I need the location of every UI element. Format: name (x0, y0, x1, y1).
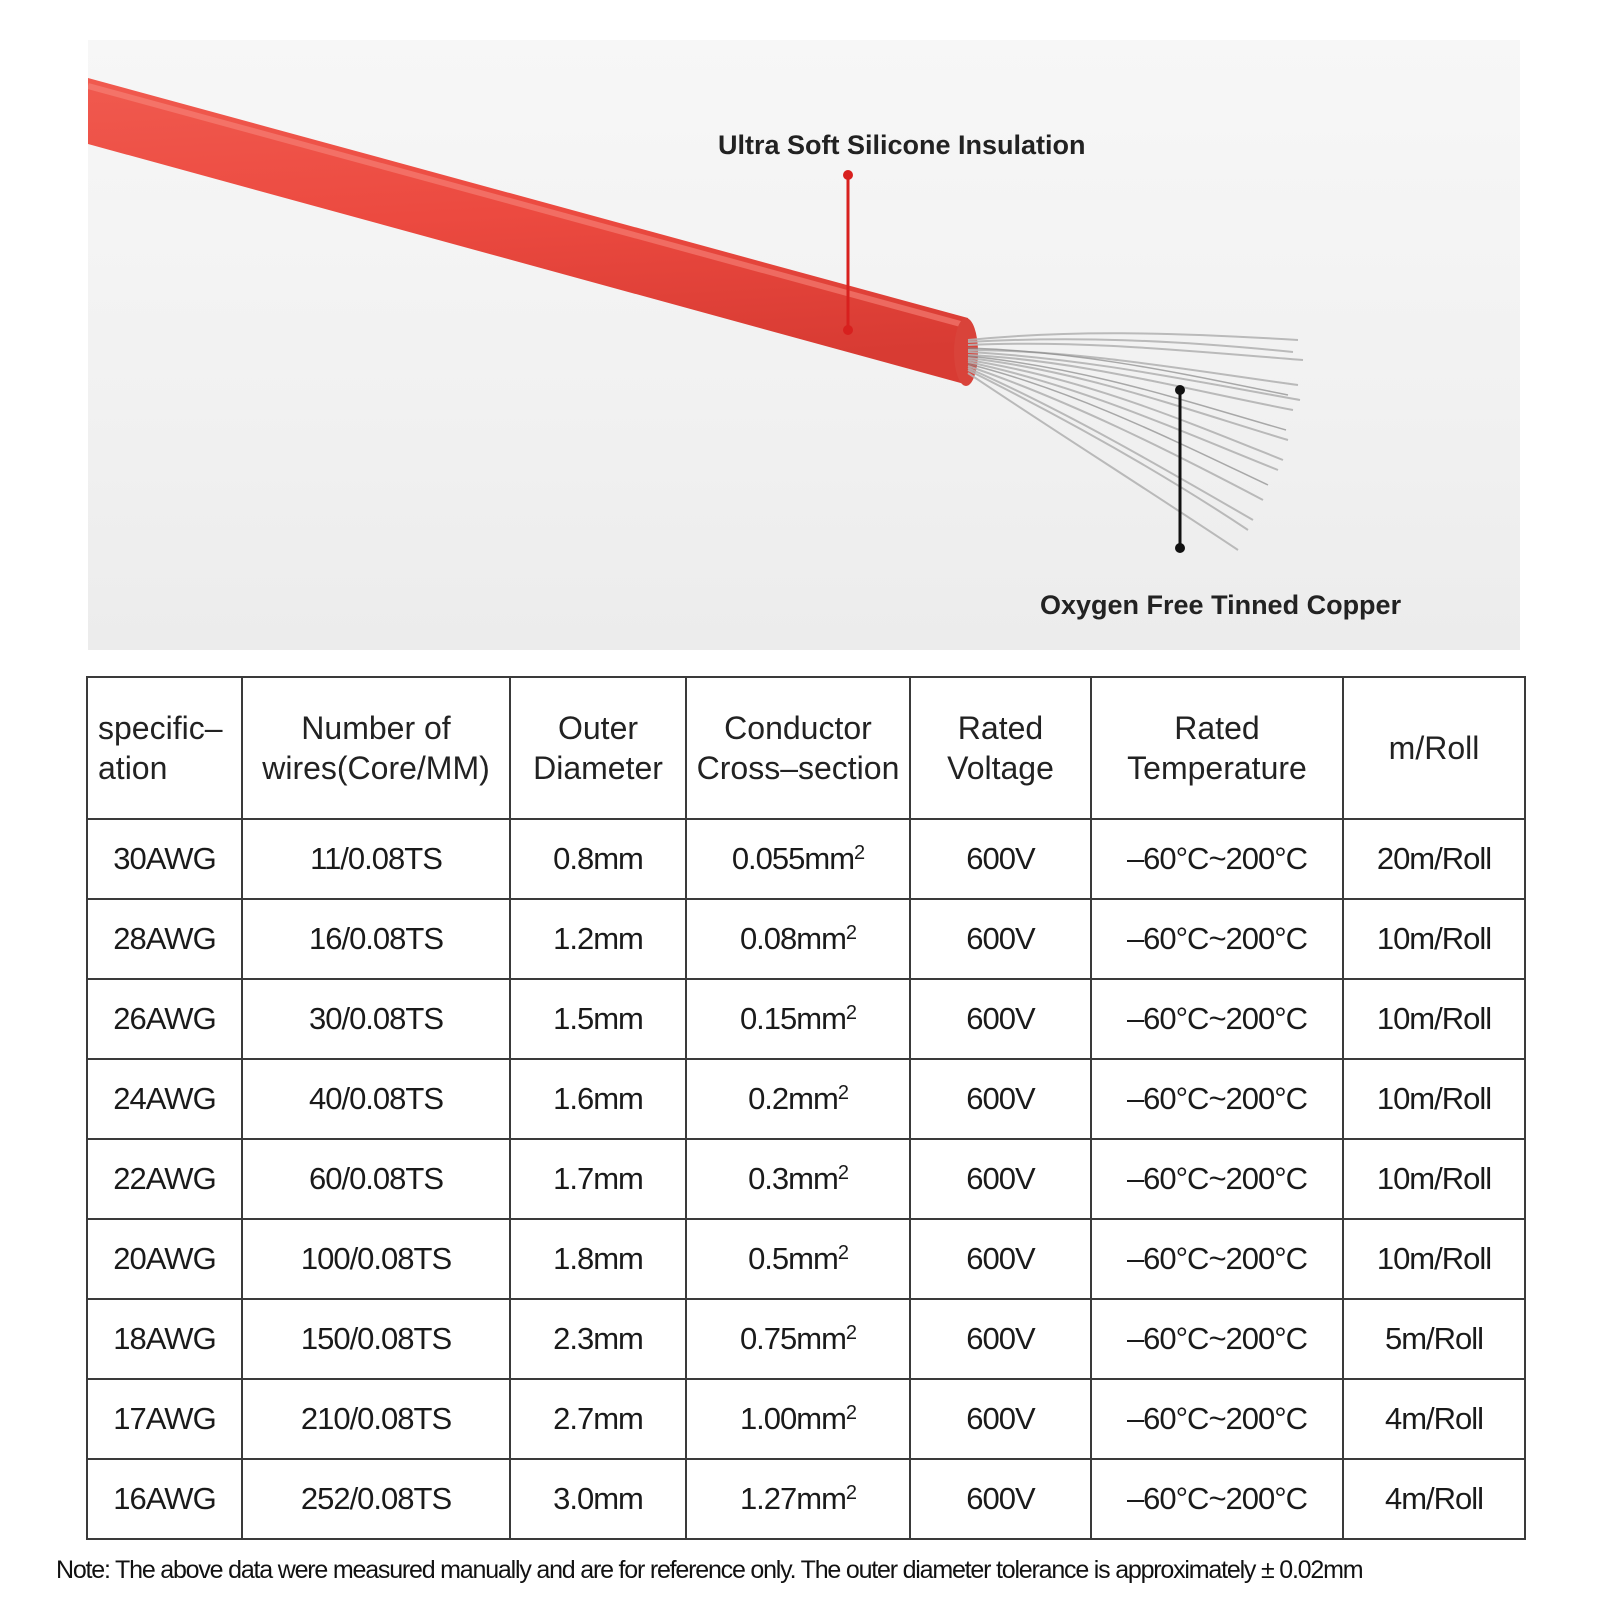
cell-cross-section: $0.15mm^2$ (686, 979, 910, 1059)
cell-spec: 16AWG (87, 1459, 242, 1539)
table-row (87, 819, 1525, 899)
cell-temperature: –60°C~200°C (1091, 1139, 1343, 1219)
cell-cross-section: $0.08mm^2$ (686, 899, 910, 979)
cell-cross-section: $1.27mm^2$ (686, 1459, 910, 1539)
cell-roll: 4m/Roll (1343, 1459, 1525, 1539)
table-header-row (87, 677, 1525, 819)
copper-callout-dot-bottom (1175, 543, 1185, 553)
header-outer-diameter: Outer Diameter (510, 677, 686, 819)
cell-outer-diameter: 2.3mm (510, 1299, 686, 1379)
cell-wires: 100/0.08TS (242, 1219, 510, 1299)
table-row (87, 1459, 1525, 1539)
table-row (87, 1219, 1525, 1299)
cell-outer-diameter: 2.7mm (510, 1379, 686, 1459)
insulation-label: Ultra Soft Silicone Insulation (718, 130, 1086, 160)
cell-spec: 28AWG (87, 899, 242, 979)
cell-temperature: –60°C~200°C (1091, 979, 1343, 1059)
cell-temperature: –60°C~200°C (1091, 1379, 1343, 1459)
cell-temperature: –60°C~200°C (1091, 1219, 1343, 1299)
table-row (87, 1379, 1525, 1459)
spec-table (86, 676, 1526, 1540)
cell-wires: 16/0.08TS (242, 899, 510, 979)
squared-exponent: 2 (845, 1322, 857, 1344)
cell-outer-diameter: 1.2mm (510, 899, 686, 979)
table-row (87, 899, 1525, 979)
cell-temperature: –60°C~200°C (1091, 1059, 1343, 1139)
cell-wires: 30/0.08TS (242, 979, 510, 1059)
cell-roll: 20m/Roll (1343, 819, 1525, 899)
cell-wires: 150/0.08TS (242, 1299, 510, 1379)
cell-outer-diameter: 1.8mm (510, 1219, 686, 1299)
copper-label: Oxygen Free Tinned Copper (1040, 590, 1402, 620)
cell-voltage: 600V (910, 1059, 1091, 1139)
cell-wires: 11/0.08TS (242, 819, 510, 899)
cell-wires: 60/0.08TS (242, 1139, 510, 1219)
cell-roll: 10m/Roll (1343, 1139, 1525, 1219)
squared-exponent: 2 (837, 1082, 848, 1104)
cell-cross-section: $0.2mm^2$ (686, 1059, 910, 1139)
cell-cross-section: $0.3mm^2$ (686, 1139, 910, 1219)
squared-exponent: 2 (837, 1162, 848, 1184)
cell-cross-section: $1.00mm^2$ (686, 1379, 910, 1459)
header-rated-voltage: Rated Voltage (910, 677, 1091, 819)
cell-voltage: 600V (910, 899, 1091, 979)
cell-cross-section: $0.75mm^2$ (686, 1299, 910, 1379)
cell-wires: 210/0.08TS (242, 1379, 510, 1459)
cell-spec: 17AWG (87, 1379, 242, 1459)
cell-outer-diameter: 3.0mm (510, 1459, 686, 1539)
insulation-callout-dot-top (843, 170, 853, 180)
cell-spec: 22AWG (87, 1139, 242, 1219)
cell-cross-section: $0.5mm^2$ (686, 1219, 910, 1299)
footnote: Note: The above data were measured manually and are for reference only. The outer diameter tolerance is approximately ± 0.02mm (56, 1556, 1363, 1584)
cell-wires: 252/0.08TS (242, 1459, 510, 1539)
cell-temperature: –60°C~200°C (1091, 819, 1343, 899)
cell-spec: 24AWG (87, 1059, 242, 1139)
table-row (87, 979, 1525, 1059)
header-m-per-roll: m/Roll (1343, 677, 1525, 819)
table-row (87, 1299, 1525, 1379)
squared-exponent: 2 (845, 1482, 857, 1504)
cell-voltage: 600V (910, 979, 1091, 1059)
cell-voltage: 600V (910, 1459, 1091, 1539)
squared-exponent: 2 (845, 1002, 857, 1024)
cell-roll: 10m/Roll (1343, 1059, 1525, 1139)
squared-exponent: 2 (837, 1242, 848, 1264)
cell-outer-diameter: 1.6mm (510, 1059, 686, 1139)
cell-roll: 4m/Roll (1343, 1379, 1525, 1459)
header-rated-temperature: Rated Temperature (1091, 677, 1343, 819)
cell-temperature: –60°C~200°C (1091, 899, 1343, 979)
cell-spec: 20AWG (87, 1219, 242, 1299)
header-specification: specific– ation (87, 677, 242, 819)
cell-voltage: 600V (910, 1219, 1091, 1299)
cell-cross-section: $0.055mm^2$ (686, 819, 910, 899)
cell-outer-diameter: 0.8mm (510, 819, 686, 899)
cell-roll: 10m/Roll (1343, 979, 1525, 1059)
copper-callout-dot-top (1175, 385, 1185, 395)
header-number-of-wires: Number of wires(Core/MM) (242, 677, 510, 819)
cell-roll: 10m/Roll (1343, 1219, 1525, 1299)
cell-spec: 30AWG (87, 819, 242, 899)
cell-spec: 18AWG (87, 1299, 242, 1379)
cell-voltage: 600V (910, 1139, 1091, 1219)
cell-temperature: –60°C~200°C (1091, 1459, 1343, 1539)
cell-wires: 40/0.08TS (242, 1059, 510, 1139)
squared-exponent: 2 (845, 1402, 857, 1424)
squared-exponent: 2 (854, 842, 865, 864)
cell-roll: 10m/Roll (1343, 899, 1525, 979)
cell-voltage: 600V (910, 1379, 1091, 1459)
cell-outer-diameter: 1.7mm (510, 1139, 686, 1219)
cell-roll: 5m/Roll (1343, 1299, 1525, 1379)
cell-voltage: 600V (910, 819, 1091, 899)
header-cross-section: Conductor Cross–section (686, 677, 910, 819)
table-row (87, 1139, 1525, 1219)
cell-spec: 26AWG (87, 979, 242, 1059)
product-photo (88, 40, 1520, 650)
table-row (87, 1059, 1525, 1139)
squared-exponent: 2 (845, 922, 857, 944)
cell-outer-diameter: 1.5mm (510, 979, 686, 1059)
insulation-callout-dot-bottom (843, 325, 853, 335)
cell-temperature: –60°C~200°C (1091, 1299, 1343, 1379)
cell-voltage: 600V (910, 1299, 1091, 1379)
